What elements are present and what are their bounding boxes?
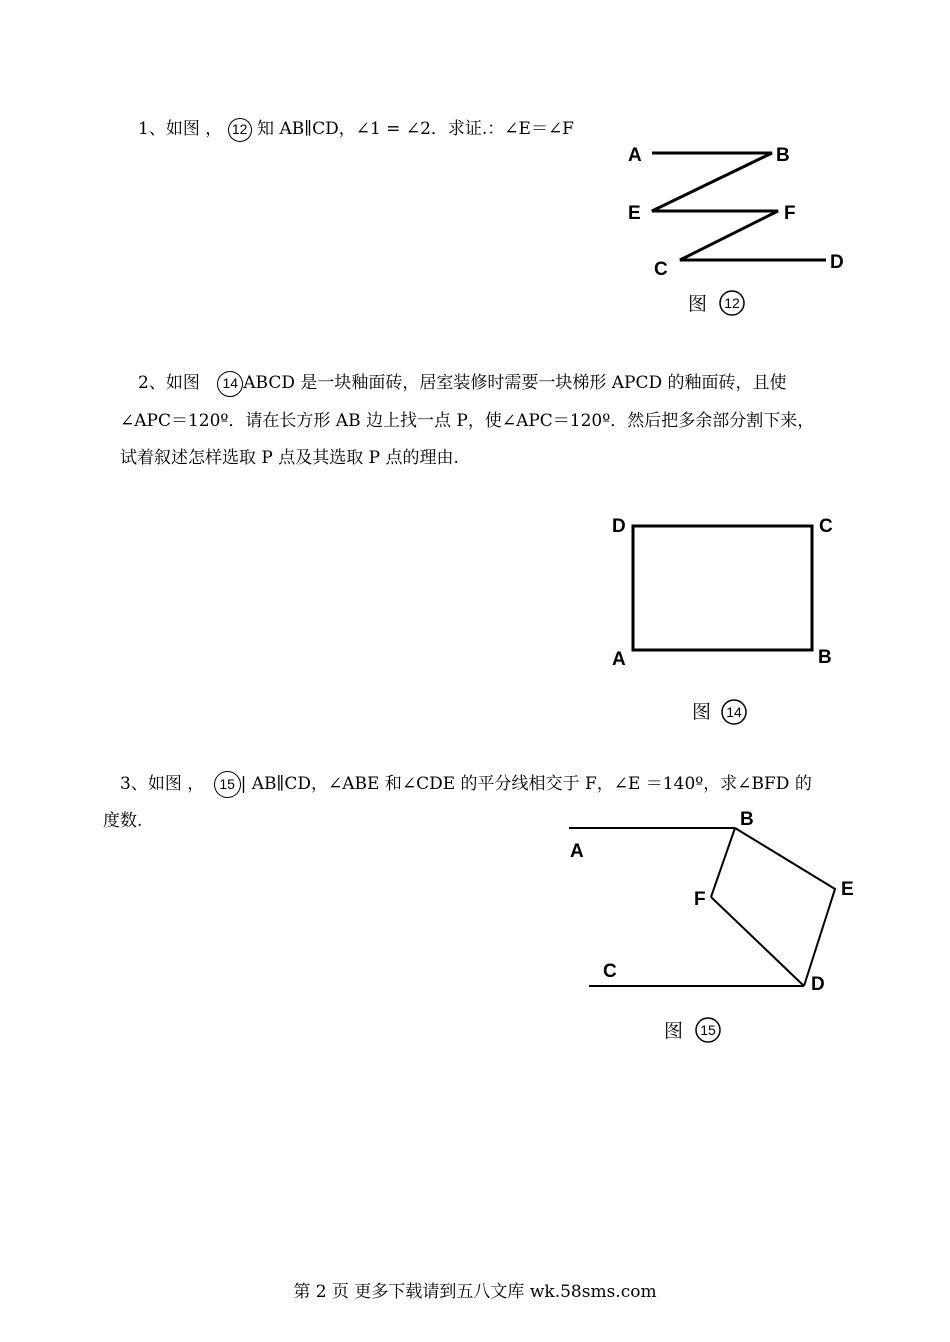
q2-line1 [138, 368, 787, 397]
q3-label-b: B [740, 809, 754, 830]
q2-label-c: C [819, 516, 833, 537]
q2-caption-num: 14 [726, 704, 742, 720]
q1-statement: 知 AB∥CD，∠1 = ∠2．求证.：∠E＝∠F [257, 119, 574, 139]
q3-bisector-df [711, 897, 804, 986]
q2-line2: ∠APC＝120º．请在长方形 AB 边上找一点 P，使∠APC＝120º．然后把多余部分割下来， [120, 411, 815, 431]
q3-bisector-bf [711, 828, 735, 897]
q3-label-c: C [603, 961, 617, 982]
q3-label-a: A [570, 841, 584, 862]
q1-figure-ref: 12 [228, 118, 252, 142]
q2-caption-prefix: 图 [692, 701, 712, 723]
q3-path-bed [735, 828, 835, 986]
q1-label-f: F [784, 203, 796, 224]
q2-label-b: B [818, 647, 832, 668]
q2-line1-text: ABCD 是一块釉面砖，居室装修时需要一块梯形 APCD 的釉面砖，且使 [243, 373, 787, 393]
q1-label-a: A [628, 145, 642, 166]
q2-label-a: A [612, 649, 626, 670]
q3-line1-text: | AB∥CD，∠ABE 和∠CDE 的平分线相交于 F，∠E ＝140º，求∠BFD 的 [240, 774, 812, 794]
q2-figure-ref: 14 [217, 371, 243, 397]
page-footer: 第 2 页 更多下载请到五八文库 wk.58sms.com [293, 1282, 657, 1302]
q1-label-d: D [830, 252, 844, 273]
q1-label-c: C [654, 259, 668, 280]
q3-figure-ref: 15 [214, 771, 241, 798]
q3-prefix: 3、如图 ， [120, 774, 205, 794]
q1-prefix: 1、如图 ， [138, 119, 223, 139]
q1-caption-prefix: 图 [688, 293, 708, 315]
q3-caption-num: 15 [700, 1022, 716, 1038]
q2-prefix: 2、如图 [138, 373, 200, 393]
q3-caption-prefix: 图 [664, 1020, 684, 1042]
q3-line2: 度数. [103, 811, 143, 831]
q3-figure [560, 805, 860, 1050]
q2-figure [600, 505, 850, 730]
q1-figure [610, 135, 860, 325]
q1-text [138, 114, 574, 142]
q2-rectangle [633, 526, 812, 650]
q1-label-e: E [628, 203, 641, 224]
q1-label-b: B [776, 145, 790, 166]
q3-label-e: E [841, 879, 854, 900]
q1-caption-num: 12 [724, 295, 740, 311]
q3-label-f: F [694, 889, 706, 910]
q3-line1 [120, 769, 812, 798]
q2-line3: 试着叙述怎样选取 P 点及其选取 P 点的理由. [120, 448, 459, 468]
q1-zigzag-lines [652, 153, 826, 260]
q3-label-d: D [811, 974, 825, 995]
q2-label-d: D [612, 516, 626, 537]
